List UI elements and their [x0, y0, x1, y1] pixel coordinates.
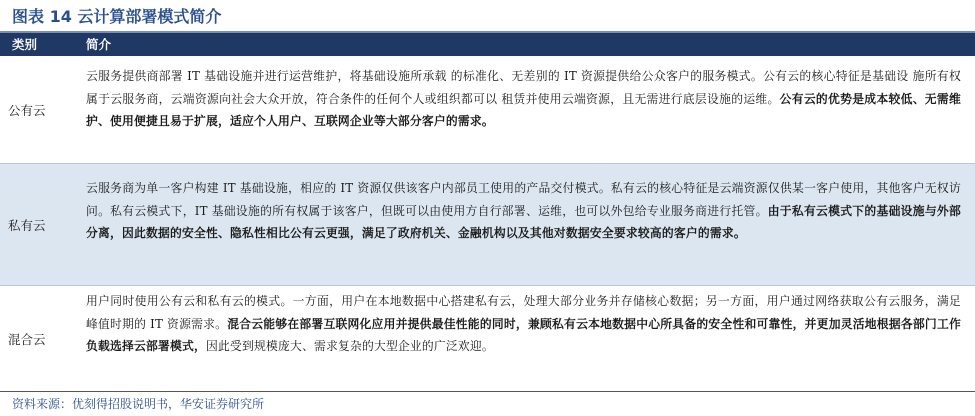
- row-category: 私有云: [8, 217, 46, 233]
- row-category: 公有云: [8, 102, 46, 118]
- header-description: 简介: [86, 37, 112, 52]
- row-divider: [0, 285, 975, 286]
- description-bold-text: 混合云能够在部署互联网化应用并提供最佳性能的同时，兼顾私有云本地数据中心所具备的安全性和可靠性，并更加灵活地根据各部门工作负载选择云部署模式，: [86, 316, 961, 353]
- description-bold-text: 公有云的优势是成本较低、无需维护、使用便捷且易于扩展，适应个人用户、互联网企业等大部分客户的需求。: [86, 91, 961, 128]
- description-text: 云服务提供商部署 IT 基础设施并进行运营维护，将基础设施所承载 的标准化、无差别的 IT 资源提供给公众客户的服务模式。公有云的核心特征是基础设 施所有权属于云服务商，云端资源向社会大众开放，符合条件的任何个人或组织都可以 租赁并使用云端资源，且无需进行底层设施的运维。: [86, 69, 961, 106]
- table-row-public-cloud: [0, 56, 975, 163]
- description-tail-text: 因此受到规模庞大、需求复杂的大型企业的广泛欢迎。: [205, 339, 494, 353]
- row-category: 混合云: [8, 331, 46, 347]
- description-text: 云服务商为单一客户构建 IT 基础设施，相应的 IT 资源仅供该客户内部员工使用的产品交付模式。私有云的核心特征是云端资源仅供某一客户使用，其他客户无权访问。私有云模式下，IT 基础设施的所有权属于该客户，但既可以由使用方自行部署、运维，也可以外包给专业服务商进行托管。: [86, 181, 961, 218]
- row-description: [86, 290, 961, 358]
- row-description: [86, 65, 961, 133]
- table-row-hybrid-cloud: [0, 286, 975, 391]
- header-category: 类别: [12, 37, 38, 52]
- table-bottom-rule: [0, 391, 975, 392]
- description-text: 用户同时使用公有云和私有云的模式。一方面，用户在本地数据中心搭建私有云，处理大部分业务并存储核心数据；另一方面，用户通过网络获取公有云服务，满足峰值时期的 IT 资源需求。: [86, 294, 961, 331]
- table-row-private-cloud: [0, 163, 975, 286]
- row-description: [86, 177, 961, 245]
- description-bold-text: 由于私有云模式下的基础设施与外部分离，因此数据的安全性、隐私性相比公有云更强，满足了政府机关、金融机构以及其他对数据安全要求较高的客户的需求。: [86, 203, 961, 240]
- figure-title: 图表 14 云计算部署模式简介: [12, 7, 222, 26]
- table-header: [0, 33, 975, 56]
- row-divider: [0, 163, 975, 164]
- source-note: 资料来源：优刻得招股说明书，华安证券研究所: [12, 397, 265, 411]
